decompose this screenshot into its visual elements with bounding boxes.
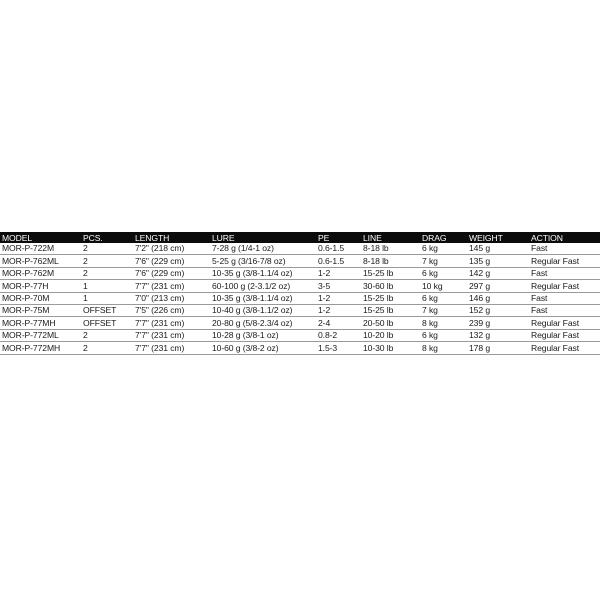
table-row: [0, 292, 600, 304]
cell-drag: 10 kg: [420, 280, 467, 292]
cell-pcs: 2: [81, 342, 133, 354]
cell-model: MOR-P-75M: [0, 304, 81, 316]
cell-model: MOR-P-77MH: [0, 317, 81, 329]
cell-action: Regular Fast: [529, 255, 600, 267]
header-length: LENGTH: [135, 232, 170, 243]
cell-pcs: 2: [81, 255, 133, 267]
cell-model: MOR-P-77H: [0, 280, 81, 292]
cell-lure: 10-35 g (3/8-1.1/4 oz): [210, 292, 316, 304]
table-row: [0, 255, 600, 267]
table-row: [0, 280, 600, 292]
cell-drag: 8 kg: [420, 317, 467, 329]
cell-lure: 20-80 g (5/8-2.3/4 oz): [210, 317, 316, 329]
cell-length: 7'6" (229 cm): [133, 267, 210, 279]
cell-line: 30-60 lb: [361, 280, 420, 292]
cell-lure: 5-25 g (3/16-7/8 oz): [210, 255, 316, 267]
table-row: [0, 304, 600, 316]
cell-pcs: 1: [81, 292, 133, 304]
cell-action: Regular Fast: [529, 280, 600, 292]
cell-lure: 10-28 g (3/8-1 oz): [210, 329, 316, 341]
cell-line: 10-30 lb: [361, 342, 420, 354]
rod-spec-table: [0, 232, 600, 355]
cell-length: 7'7" (231 cm): [133, 342, 210, 354]
cell-drag: 6 kg: [420, 243, 467, 255]
cell-pe: 3-5: [316, 280, 361, 292]
cell-model: MOR-P-70M: [0, 292, 81, 304]
cell-line: 15-25 lb: [361, 292, 420, 304]
cell-pe: 2-4: [316, 317, 361, 329]
cell-drag: 6 kg: [420, 292, 467, 304]
cell-pe: 0.6-1.5: [316, 243, 361, 255]
cell-pcs: 2: [81, 267, 133, 279]
cell-drag: 6 kg: [420, 329, 467, 341]
cell-action: Fast: [529, 292, 600, 304]
table-row: [0, 267, 600, 279]
cell-weight: 152 g: [467, 304, 529, 316]
cell-line: 15-25 lb: [361, 267, 420, 279]
cell-pcs: OFFSET: [81, 317, 133, 329]
cell-length: 7'0" (213 cm): [133, 292, 210, 304]
cell-drag: 6 kg: [420, 267, 467, 279]
cell-model: MOR-P-772ML: [0, 329, 81, 341]
cell-length: 7'5" (226 cm): [133, 304, 210, 316]
cell-model: MOR-P-722M: [0, 243, 81, 255]
cell-action: Regular Fast: [529, 342, 600, 354]
table-row: [0, 243, 600, 255]
cell-weight: 239 g: [467, 317, 529, 329]
cell-action: Regular Fast: [529, 317, 600, 329]
header-model: MODEL: [2, 232, 33, 243]
header-lure: LURE: [212, 232, 235, 243]
cell-weight: 132 g: [467, 329, 529, 341]
table-header-row: [0, 232, 600, 243]
cell-pe: 0.6-1.5: [316, 255, 361, 267]
cell-line: 8-18 lb: [361, 243, 420, 255]
cell-pe: 1-2: [316, 292, 361, 304]
cell-weight: 178 g: [467, 342, 529, 354]
header-pcs: PCS.: [83, 232, 103, 243]
cell-pe: 0.8-2: [316, 329, 361, 341]
table-row: [0, 329, 600, 341]
cell-line: 10-20 lb: [361, 329, 420, 341]
cell-model: MOR-P-762M: [0, 267, 81, 279]
cell-action: Regular Fast: [529, 329, 600, 341]
cell-length: 7'7" (231 cm): [133, 329, 210, 341]
cell-lure: 7-28 g (1/4-1 oz): [210, 243, 316, 255]
cell-pe: 1.5-3: [316, 342, 361, 354]
cell-action: Fast: [529, 304, 600, 316]
header-weight: WEIGHT: [469, 232, 503, 243]
cell-lure: 10-40 g (3/8-1.1/2 oz): [210, 304, 316, 316]
cell-drag: 7 kg: [420, 304, 467, 316]
cell-action: Fast: [529, 267, 600, 279]
table-row: [0, 342, 600, 354]
cell-action: Fast: [529, 243, 600, 255]
cell-lure: 10-60 g (3/8-2 oz): [210, 342, 316, 354]
header-drag: DRAG: [422, 232, 447, 243]
cell-length: 7'6" (229 cm): [133, 255, 210, 267]
cell-pcs: 2: [81, 243, 133, 255]
cell-line: 8-18 lb: [361, 255, 420, 267]
cell-drag: 8 kg: [420, 342, 467, 354]
cell-weight: 146 g: [467, 292, 529, 304]
header-pe: PE: [318, 232, 330, 243]
table-row: [0, 317, 600, 329]
cell-pcs: 2: [81, 329, 133, 341]
cell-length: 7'7" (231 cm): [133, 317, 210, 329]
cell-pe: 1-2: [316, 267, 361, 279]
header-line: LINE: [363, 232, 382, 243]
cell-model: MOR-P-762ML: [0, 255, 81, 267]
cell-pcs: 1: [81, 280, 133, 292]
cell-length: 7'2" (218 cm): [133, 243, 210, 255]
cell-weight: 297 g: [467, 280, 529, 292]
cell-line: 20-50 lb: [361, 317, 420, 329]
cell-weight: 145 g: [467, 243, 529, 255]
cell-pe: 1-2: [316, 304, 361, 316]
cell-weight: 142 g: [467, 267, 529, 279]
cell-lure: 60-100 g (2-3.1/2 oz): [210, 280, 316, 292]
cell-drag: 7 kg: [420, 255, 467, 267]
cell-length: 7'7" (231 cm): [133, 280, 210, 292]
cell-pcs: OFFSET: [81, 304, 133, 316]
header-action: ACTION: [531, 232, 563, 243]
cell-model: MOR-P-772MH: [0, 342, 81, 354]
cell-weight: 135 g: [467, 255, 529, 267]
cell-line: 15-25 lb: [361, 304, 420, 316]
cell-lure: 10-35 g (3/8-1.1/4 oz): [210, 267, 316, 279]
